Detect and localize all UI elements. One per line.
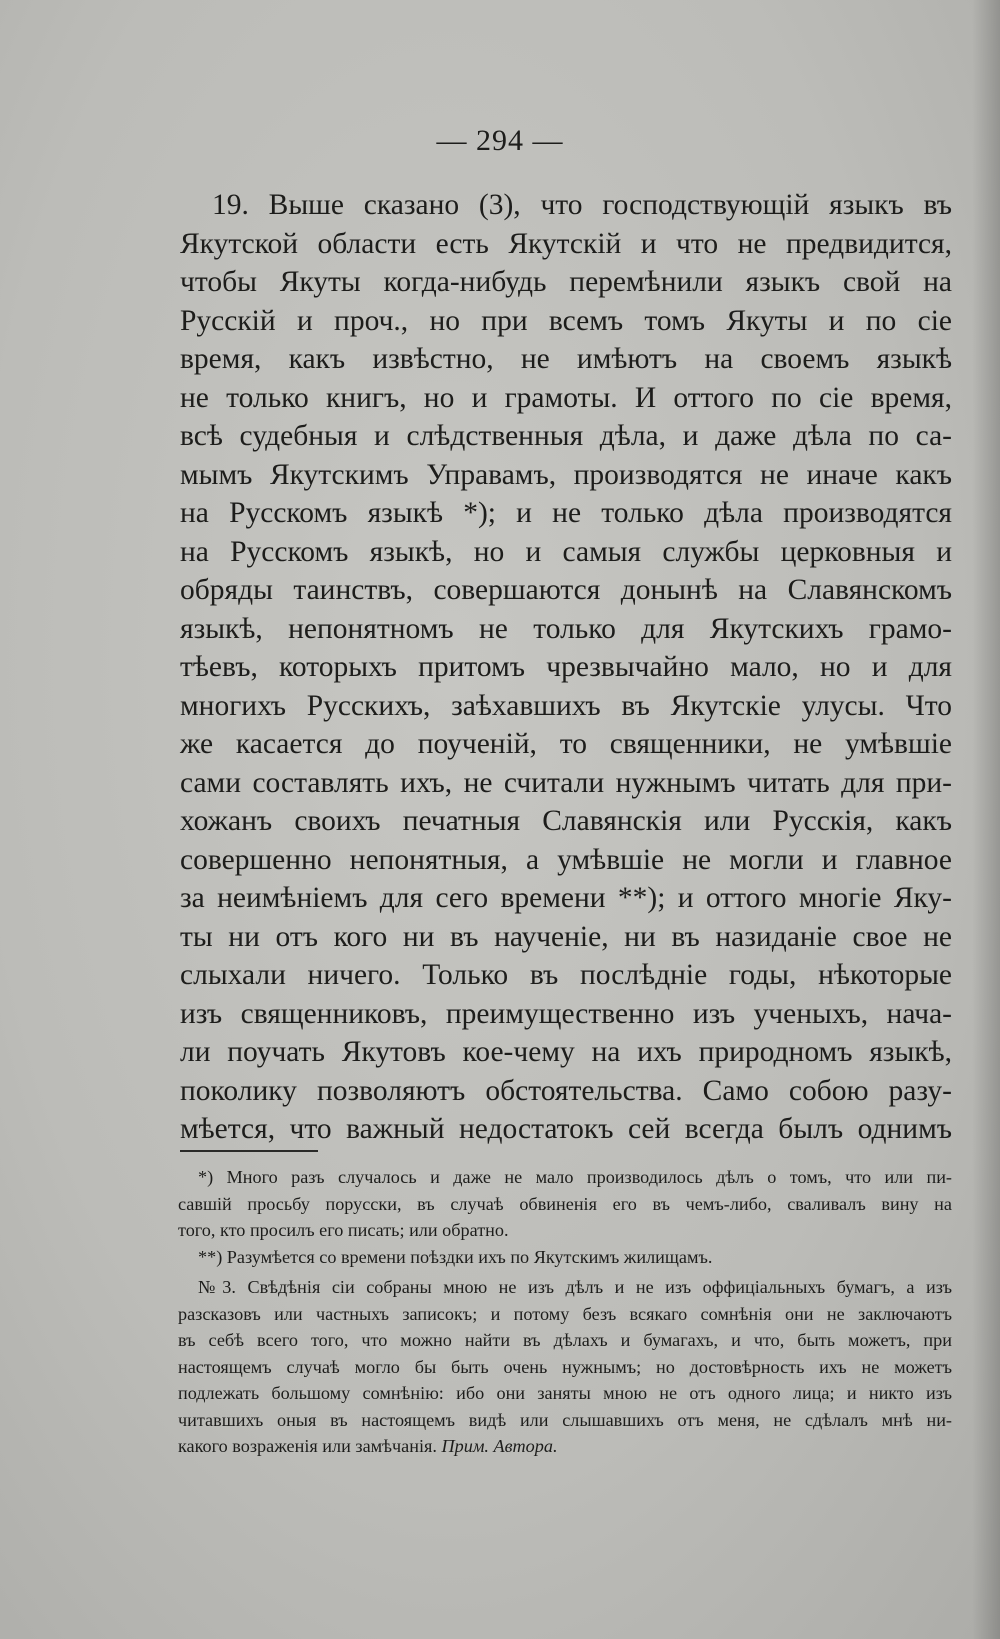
text-line: изъ священниковъ, преимущественно изъ ученыхъ, нача- xyxy=(180,997,952,1030)
text-line: совершенно непонятныя, а умѣвшіе не могли и главное xyxy=(180,843,952,876)
footnote-line: того, кто просилъ его писать; или обратно. xyxy=(178,1220,509,1240)
text-line: сами составлять ихъ, не считали нужнымъ читать для при- xyxy=(180,766,952,799)
text-line: мѣется, что важный недостатокъ сей всегда былъ однимъ xyxy=(180,1113,952,1145)
text-line: слыхали ничего. Только въ послѣдніе годы, нѣкоторые xyxy=(180,959,952,991)
text-line: чтобы Якуты когда-нибудь перемѣнили языкъ свой на xyxy=(180,266,952,298)
author-note-line: какого возраженія или замѣчанія. xyxy=(178,1436,437,1456)
text-line: время, какъ извѣстно, не имѣютъ на своемъ языкѣ xyxy=(180,343,952,375)
text-line: мымъ Якутскимъ Управамъ, производятся не иначе какъ xyxy=(180,458,952,491)
text-line: не только книгъ, но и грамоты. И оттого по сіе время, xyxy=(180,381,952,414)
text-line: всѣ судебныя и слѣдственныя дѣла, и даже дѣла по са- xyxy=(180,420,952,452)
author-note-line: читавшихъ оныя въ настоящемъ видѣ или слышавшихъ отъ меня, не сдѣлалъ мнѣ ни- xyxy=(178,1409,952,1430)
author-note-last-line xyxy=(178,1433,952,1460)
text-line: за неимѣніемъ для сего времени **); и оттого многіе Яку- xyxy=(180,882,952,914)
text-line: обряды таинствъ, совершаются донынѣ на Славянскомъ xyxy=(180,574,952,606)
text-line: на Русскомъ языкѣ, но и самыя службы церковныя и xyxy=(180,535,952,568)
author-note-line: подлежать большому сомнѣнію: ибо они заняты мною не отъ одного лица; и никто изъ xyxy=(178,1383,952,1403)
author-signature: Прим. Автора. xyxy=(441,1436,558,1456)
footnote-divider xyxy=(180,1150,318,1152)
page-number: — 294 — xyxy=(436,124,564,157)
author-note-line: разсказовъ или частныхъ записокъ; и потому безъ всякаго сомнѣнія они не заключаютъ xyxy=(178,1303,952,1324)
footnote-line: **) Разумѣется со времени поѣздки ихъ по Якутскимъ жилищамъ. xyxy=(198,1246,713,1267)
text-line: же касается до поученій, то священники, не умѣвшіе xyxy=(180,728,952,760)
page-edge-shadow xyxy=(972,0,1000,1639)
text-line: многихъ Русскихъ, заѣхавшихъ въ Якутскіе улусы. Что xyxy=(180,689,952,722)
footnote-line: *) Много разъ случалось и даже не мало производилось дѣлъ о томъ, что или пи- xyxy=(198,1167,952,1187)
text-line: тѣевъ, которыхъ притомъ чрезвычайно мало, но и для xyxy=(180,651,952,683)
main-text xyxy=(180,186,952,1149)
text-line: 19. Выше сказано (3), что господствующій языкъ въ xyxy=(212,189,952,221)
text-line: ли поучать Якутовъ кое-чему на ихъ природномъ языкѣ, xyxy=(180,1036,952,1068)
author-note-line: въ себѣ всего того, что можно найти въ дѣлахъ и бумагахъ, и что, быть можетъ, при xyxy=(178,1330,952,1350)
author-note-line: №3. Свѣдѣнія сіи собраны мною не изъ дѣлъ и не изъ оффиціальныхъ бумагъ, а изъ xyxy=(198,1277,952,1297)
text-line: ты ни отъ кого ни въ наученіе, ни въ назиданіе свое не xyxy=(180,920,952,953)
text-line: языкѣ, непонятномъ не только для Якутскихъ грамо- xyxy=(180,612,952,645)
text-line: на Русскомъ языкѣ *); и не только дѣла производятся xyxy=(180,497,952,529)
footnote-line: савшій просьбу порусски, въ случаѣ обвиненія его въ чемъ-либо, сваливалъ вину на xyxy=(178,1193,952,1214)
author-note-line: настоящемъ случаѣ могло бы быть очень нужнымъ; но достовѣрность ихъ не можетъ xyxy=(178,1356,952,1377)
text-line: Русскій и проч., но при всемъ томъ Якуты и по сіе xyxy=(180,304,952,337)
text-line: хожанъ своихъ печатныя Славянскія или Русскія, какъ xyxy=(180,805,952,837)
text-line: поколику позволяютъ обстоятельства. Само собою разу- xyxy=(180,1074,952,1107)
footnotes xyxy=(178,1164,952,1460)
text-line: Якутской области есть Якутскій и что не предвидится, xyxy=(180,227,952,260)
